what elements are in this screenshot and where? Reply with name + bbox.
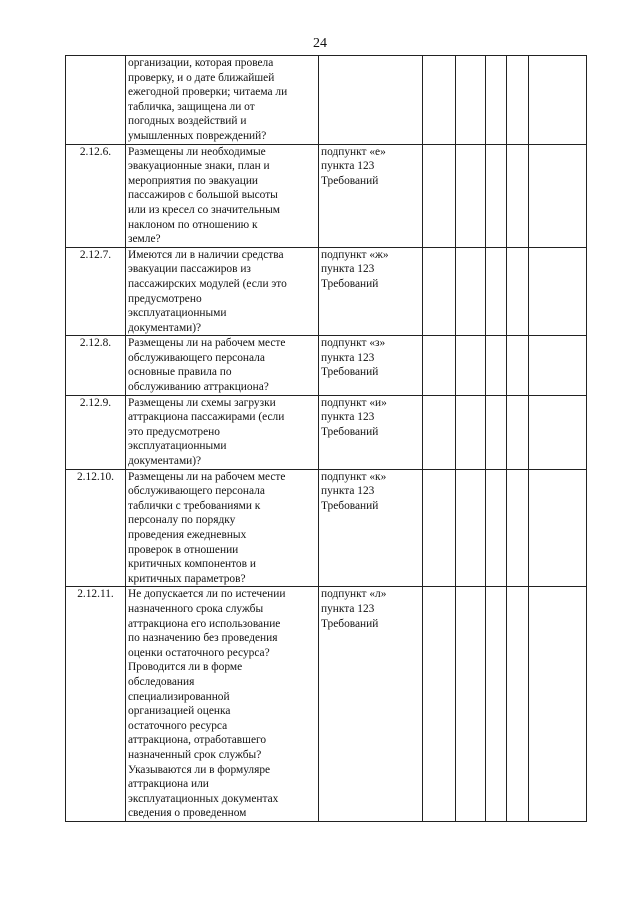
question-line: документами)? [128, 321, 202, 334]
answer-cell [529, 469, 587, 587]
item-number: 2.12.7. [66, 247, 126, 336]
question-line: предусмотрено [128, 292, 202, 305]
checklist-table [65, 55, 587, 822]
question-line: эвакуации пассажиров из [128, 263, 251, 276]
question-line: погодных воздействий и [128, 115, 247, 128]
question-line: обслуживающего персонала [128, 485, 265, 498]
answer-cell [507, 587, 529, 822]
question-line: Размещены ли на рабочем месте [128, 470, 286, 483]
reference-line: подпункт «з» [321, 337, 386, 350]
question-cell [126, 336, 319, 395]
question-line: критичных компонентов и [128, 558, 256, 571]
question-line: обследования [128, 675, 195, 688]
reference-line: Требований [321, 174, 379, 187]
question-line: Имеются ли в наличии средства [128, 248, 284, 261]
answer-cell [456, 395, 486, 469]
answer-cell [529, 336, 587, 395]
question-line: земле? [128, 233, 161, 246]
reference-line: подпункт «ж» [321, 248, 389, 261]
question-line: назначенного срока службы [128, 602, 264, 615]
answer-cell [529, 144, 587, 247]
reference-line: Требований [321, 425, 379, 438]
answer-cell [423, 395, 456, 469]
item-number: 2.12.6. [66, 144, 126, 247]
question-line: аттракциона пассажирами (если [128, 411, 285, 424]
reference-line: пункта 123 [321, 485, 375, 498]
question-line: аттракциона его использование [128, 617, 281, 630]
question-line: Проводится ли в форме [128, 661, 243, 674]
question-cell [126, 144, 319, 247]
reference-cell [319, 395, 423, 469]
answer-cell [486, 56, 507, 145]
question-line: ежегодной проверки; читаема ли [128, 86, 288, 99]
question-line: Не допускается ли по истечении [128, 588, 286, 601]
question-line: это предусмотрено [128, 425, 220, 438]
reference-line: Требований [321, 366, 379, 379]
question-line: по назначению без проведения [128, 632, 278, 645]
item-number: 2.12.10. [66, 469, 126, 587]
answer-cell [423, 247, 456, 336]
answer-cell [423, 144, 456, 247]
table-row [66, 469, 587, 587]
table-row [66, 587, 587, 822]
answer-cell [507, 336, 529, 395]
table-row [66, 395, 587, 469]
reference-cell [319, 247, 423, 336]
question-line: документами)? [128, 455, 202, 468]
reference-cell [319, 336, 423, 395]
answer-cell [456, 336, 486, 395]
answer-cell [486, 469, 507, 587]
reference-line: Требований [321, 617, 379, 630]
question-line: таблички с требованиями к [128, 499, 261, 512]
table-row [66, 144, 587, 247]
question-cell [126, 395, 319, 469]
question-cell [126, 56, 319, 145]
question-line: обслуживанию аттракциона? [128, 381, 269, 394]
question-cell [126, 587, 319, 822]
answer-cell [507, 144, 529, 247]
reference-line: пункта 123 [321, 411, 375, 424]
answer-cell [529, 247, 587, 336]
question-line: или из кресел со значительным [128, 203, 281, 216]
question-line: аттракциона или [128, 778, 209, 791]
answer-cell [507, 56, 529, 145]
question-line: эксплуатационными [128, 307, 227, 320]
question-line: умышленных повреждений? [128, 129, 267, 142]
question-line: пассажиров с большой высоты [128, 189, 278, 202]
question-line: эксплуатационных документах [128, 792, 279, 805]
reference-cell [319, 587, 423, 822]
answer-cell [486, 144, 507, 247]
answer-cell [423, 336, 456, 395]
answer-cell [456, 56, 486, 145]
question-line: Размещены ли на рабочем месте [128, 337, 286, 350]
question-line: проверок в отношении [128, 543, 239, 556]
question-cell [126, 247, 319, 336]
question-line: назначенный срок службы? [128, 748, 262, 761]
reference-line: пункта 123 [321, 602, 375, 615]
reference-line: подпункт «и» [321, 396, 387, 409]
checklist-body [66, 56, 587, 822]
answer-cell [529, 587, 587, 822]
reference-line: пункта 123 [321, 263, 375, 276]
answer-cell [529, 56, 587, 145]
reference-line: подпункт «к» [321, 470, 387, 483]
answer-cell [423, 469, 456, 587]
item-number: 2.12.9. [66, 395, 126, 469]
question-line: Размещены ли необходимые [128, 145, 266, 158]
question-line: аттракциона, отработавшего [128, 734, 267, 747]
reference-line: подпункт «л» [321, 588, 387, 601]
reference-cell [319, 56, 423, 145]
question-line: эвакуационные знаки, план и [128, 160, 270, 173]
answer-cell [456, 587, 486, 822]
reference-line: Требований [321, 277, 379, 290]
question-line: основные правила по [128, 366, 232, 379]
table-row [66, 336, 587, 395]
answer-cell [507, 247, 529, 336]
item-number: 2.12.11. [66, 587, 126, 822]
answer-cell [507, 395, 529, 469]
question-cell [126, 469, 319, 587]
item-number [66, 56, 126, 145]
answer-cell [456, 469, 486, 587]
page-number: 24 [313, 36, 327, 51]
question-line: критичных параметров? [128, 572, 246, 585]
answer-cell [486, 395, 507, 469]
answer-cell [486, 587, 507, 822]
answer-cell [423, 56, 456, 145]
reference-cell [319, 144, 423, 247]
answer-cell [507, 469, 529, 587]
question-line: остаточного ресурса [128, 719, 228, 732]
question-line: Размещены ли схемы загрузки [128, 396, 276, 409]
question-line: персоналу по порядку [128, 514, 236, 527]
reference-line: Требований [321, 499, 379, 512]
question-line: пассажирских модулей (если это [128, 277, 287, 290]
question-line: организации, которая провела [128, 57, 274, 69]
answer-cell [456, 247, 486, 336]
table-row [66, 56, 587, 145]
question-line: Указываются ли в формуляре [128, 763, 271, 776]
answer-cell [456, 144, 486, 247]
item-number: 2.12.8. [66, 336, 126, 395]
reference-line: пункта 123 [321, 160, 375, 173]
reference-cell [319, 469, 423, 587]
question-line: мероприятия по эвакуации [128, 174, 259, 187]
question-line: наклоном по отношению к [128, 218, 258, 231]
table-row [66, 247, 587, 336]
answer-cell [423, 587, 456, 822]
answer-cell [529, 395, 587, 469]
question-line: проверку, и о дате ближайшей [128, 71, 275, 84]
answer-cell [486, 336, 507, 395]
question-line: специализированной [128, 690, 230, 703]
question-line: обслуживающего персонала [128, 351, 265, 364]
reference-line: подпункт «е» [321, 145, 386, 158]
question-line: проведения ежедневных [128, 529, 247, 541]
question-line: оценки остаточного ресурса? [128, 646, 270, 659]
question-line: сведения о проведенном [128, 807, 247, 820]
question-line: табличка, защищена ли от [128, 100, 255, 113]
answer-cell [486, 247, 507, 336]
question-line: эксплуатационными [128, 440, 227, 453]
question-line: организацией оценка [128, 705, 231, 718]
reference-line: пункта 123 [321, 351, 375, 364]
